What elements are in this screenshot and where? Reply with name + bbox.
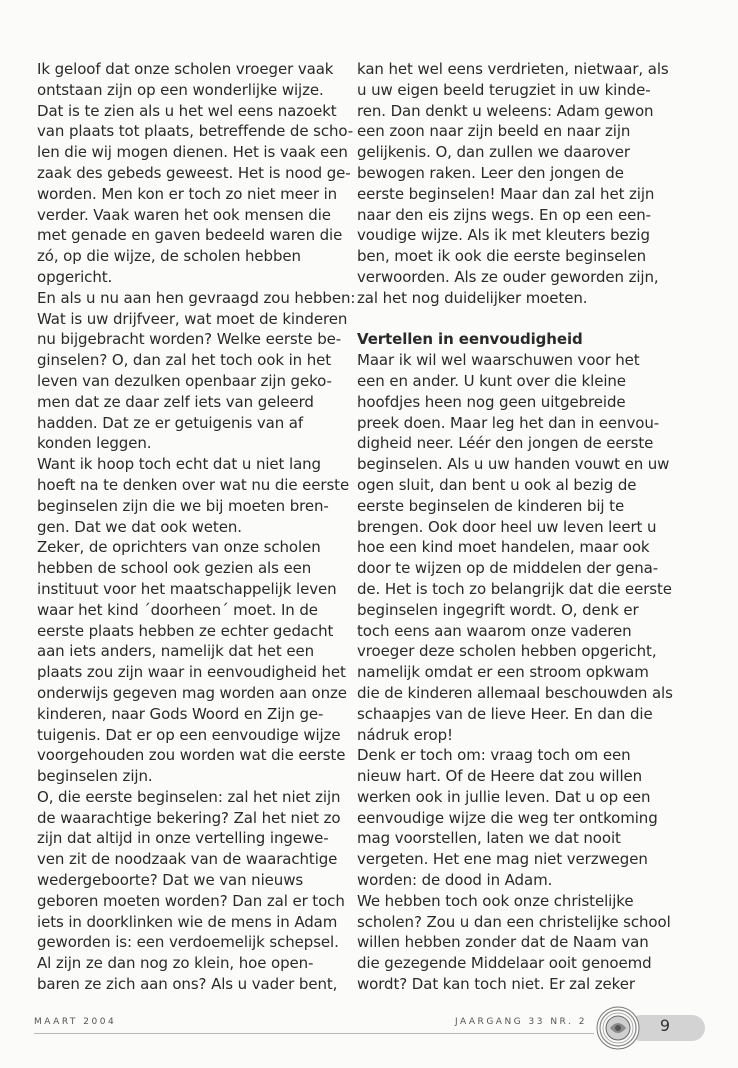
body-text-line: nádruk erop! xyxy=(357,725,453,744)
body-text-line: wordt? Dat kan toch niet. Er zal zeker xyxy=(357,975,635,994)
body-text-line: waar het kind ´doorheen´ moet. In de xyxy=(37,600,318,619)
body-text-line: leven van dezulken openbaar zijn geko- xyxy=(37,371,332,390)
body-text-line: bewogen raken. Leer den jongen de xyxy=(357,163,624,182)
body-text-line: iets in doorklinken wie de mens in Adam xyxy=(37,912,338,931)
body-text-line: die de kinderen allemaal beschouwden als xyxy=(357,683,673,702)
body-text-line: een zoon naar zijn beeld en naar zijn xyxy=(357,122,631,141)
body-text-line: de waarachtige bekering? Zal het niet zo xyxy=(37,808,341,827)
body-text-line: Want ik hoop toch echt dat u niet lang xyxy=(37,455,321,474)
section-heading: Vertellen in eenvoudigheid xyxy=(357,330,583,349)
body-text-line: Ik geloof dat onze scholen vroeger vaak xyxy=(37,60,334,78)
body-text-line: de. Het is toch zo belangrijk dat die eerste xyxy=(357,579,672,598)
body-text-line: beginselen zijn die we bij moeten bren- xyxy=(37,496,329,515)
body-text-line: eerste beginselen! Maar dan zal het zijn xyxy=(357,184,655,203)
body-text-line: voorgehouden zou worden wat die eerste xyxy=(37,746,346,765)
body-text-line: een en ander. U kunt over die kleine xyxy=(357,371,626,390)
body-text-line: geworden is: een verdoemelijk schepsel. xyxy=(37,933,339,952)
body-text-line: met genade en gaven bedeeld waren die xyxy=(37,226,343,245)
body-text-line: ben, moet ik ook die eerste beginselen xyxy=(357,247,646,266)
footer-rule xyxy=(34,1033,594,1034)
body-text-line: len die wij mogen dienen. Het is vaak een xyxy=(37,143,348,162)
body-text-line: beginselen ingegrift wordt. O, denk er xyxy=(357,600,639,619)
body-text-line: u uw eigen beeld terugziet in uw kinde- xyxy=(357,80,651,99)
body-text-line: toch eens aan waarom onze vaderen xyxy=(357,621,632,640)
body-text-line: ginselen? O, dan zal het toch ook in het xyxy=(37,351,332,370)
right-column-bottom xyxy=(357,350,677,995)
body-text-line: preek doen. Maar leg het dan in eenvou- xyxy=(357,413,660,432)
body-text-line: digheid neer. Léér den jongen de eerste xyxy=(357,434,654,453)
body-text-line: ven zit de noodzaak van de waarachtige xyxy=(37,850,338,869)
body-text-line: men dat ze daar zelf iets van geleerd xyxy=(37,392,314,411)
page-number: 9 xyxy=(659,1016,671,1035)
body-text-line: hadden. Dat ze er getuigenis van af xyxy=(37,413,304,432)
body-text-line: vroeger deze scholen hebben opgericht, xyxy=(357,642,657,661)
body-text-line: opgericht. xyxy=(37,267,113,286)
body-text-line: voudige wijze. Als ik met kleuters bezig xyxy=(357,226,650,245)
body-text-line: geboren moeten worden? Dan zal er toch xyxy=(37,891,345,910)
body-text-line: zal het nog duidelijker moeten. xyxy=(357,288,588,307)
footer-volume: JAARGANG 33 NR. 2 xyxy=(455,1017,587,1027)
body-text-line: Denk er toch om: vraag toch om een xyxy=(357,746,631,765)
body-text-line: nu bijgebracht worden? Welke eerste be- xyxy=(37,330,342,349)
footer-date: MAART 2004 xyxy=(34,1017,117,1027)
body-text-line: willen hebben zonder dat de Naam van xyxy=(357,933,649,952)
body-text-line: mag voorstellen, laten we dat nooit xyxy=(357,829,621,848)
body-text-line: zó, op die wijze, de scholen hebben xyxy=(37,247,301,266)
body-text-line: nieuw hart. Of de Heere dat zou willen xyxy=(357,767,643,786)
body-text-line: kinderen, naar Gods Woord en Zijn ge- xyxy=(37,704,324,723)
body-text-line: verwoorden. Als ze ouder geworden zijn, xyxy=(357,267,659,286)
body-text-line: vergeten. Het ene mag niet verzwegen xyxy=(357,850,648,869)
body-text-line: O, die eerste beginselen: zal het niet zijn xyxy=(37,787,341,806)
body-text-line: konden leggen. xyxy=(37,434,152,453)
left-column xyxy=(37,59,356,995)
body-text-line: die gezegende Middelaar ooit genoemd xyxy=(357,954,652,973)
body-text-line: wedergeboorte? Dat we van nieuws xyxy=(37,871,304,890)
body-text-line: hebben de school ook gezien als een xyxy=(37,559,312,578)
body-text-line: Dat is te zien als u het wel eens nazoekt xyxy=(37,101,337,120)
body-text-line: worden. Men kon er toch zo niet meer in xyxy=(37,184,338,203)
seal-emblem-icon xyxy=(596,1006,640,1050)
body-text-line: hoeft na te denken over wat nu die eerste xyxy=(37,475,350,494)
body-text-line: namelijk omdat er een stroom opkwam xyxy=(357,663,649,682)
body-text-line: ontstaan zijn op een wonderlijke wijze. xyxy=(37,80,324,99)
body-text-line: zaak des gebeds geweest. Het is nood ge- xyxy=(37,163,351,182)
body-text-line: schaapjes van de lieve Heer. En dan die xyxy=(357,704,653,723)
body-text-line: zijn dat altijd in onze vertelling ingewe- xyxy=(37,829,329,848)
right-column xyxy=(357,59,677,995)
body-text-line: scholen? Zou u dan een christelijke school xyxy=(357,912,671,931)
body-text-line: eerste plaats hebben ze echter gedacht xyxy=(37,621,334,640)
body-text-line: van plaats tot plaats, betreffende de scho- xyxy=(37,122,354,141)
body-text-line: ogen sluit, dan bent u ook al bezig de xyxy=(357,475,637,494)
body-text-line: ren. Dan denkt u weleens: Adam gewon xyxy=(357,101,654,120)
body-text-line: We hebben toch ook onze christelijke xyxy=(357,891,634,910)
body-text-line: Maar ik wil wel waarschuwen voor het xyxy=(357,351,640,370)
body-text-line: worden: de dood in Adam. xyxy=(357,871,553,890)
body-text-line: hoofdjes heen nog geen uitgebreide xyxy=(357,392,626,411)
body-text-line: gen. Dat we dat ook weten. xyxy=(37,517,242,536)
body-text-line: baren ze zich aan ons? Als u vader bent, xyxy=(37,975,338,994)
body-text-line: aan iets anders, namelijk dat het een xyxy=(37,642,314,661)
body-text-line: onderwijs gegeven mag worden aan onze xyxy=(37,683,347,702)
body-text-line: brengen. Ook door heel uw leven leert u xyxy=(357,517,657,536)
body-text-line: Wat is uw drijfveer, wat moet de kinderen xyxy=(37,309,348,328)
body-text-line: Al zijn ze dan nog zo klein, hoe open- xyxy=(37,954,314,973)
body-text-line: tuigenis. Dat er op een eenvoudige wijze xyxy=(37,725,341,744)
body-text-line: hoe een kind moet handelen, maar ook xyxy=(357,538,650,557)
body-text-line: beginselen. Als u uw handen vouwt en uw xyxy=(357,455,670,474)
body-text-line: door te wijzen op de middelen der gena- xyxy=(357,559,659,578)
body-text-line: verder. Vaak waren het ook mensen die xyxy=(37,205,331,224)
body-text-line: kan het wel eens verdrieten, nietwaar, als xyxy=(357,60,669,78)
body-text-line: Zeker, de oprichters van onze scholen xyxy=(37,538,321,557)
body-text-line: instituut voor het maatschappelijk leven xyxy=(37,579,337,598)
body-text-line: En als u nu aan hen gevraagd zou hebben: xyxy=(37,288,356,307)
body-text-line: plaats zou zijn waar in eenvoudigheid het xyxy=(37,663,346,682)
right-column-top xyxy=(357,59,677,309)
body-text-line: eenvoudige wijze die weg ter ontkoming xyxy=(357,808,658,827)
body-text-line: beginselen zijn. xyxy=(37,767,153,786)
body-text-line: werken ook in jullie leven. Dat u op een xyxy=(357,787,651,806)
body-text-line: naar den eis zijns wegs. En op een een- xyxy=(357,205,651,224)
body-text-line: eerste beginselen de kinderen bij te xyxy=(357,496,625,515)
body-text-line: gelijkenis. O, dan zullen we daarover xyxy=(357,143,630,162)
